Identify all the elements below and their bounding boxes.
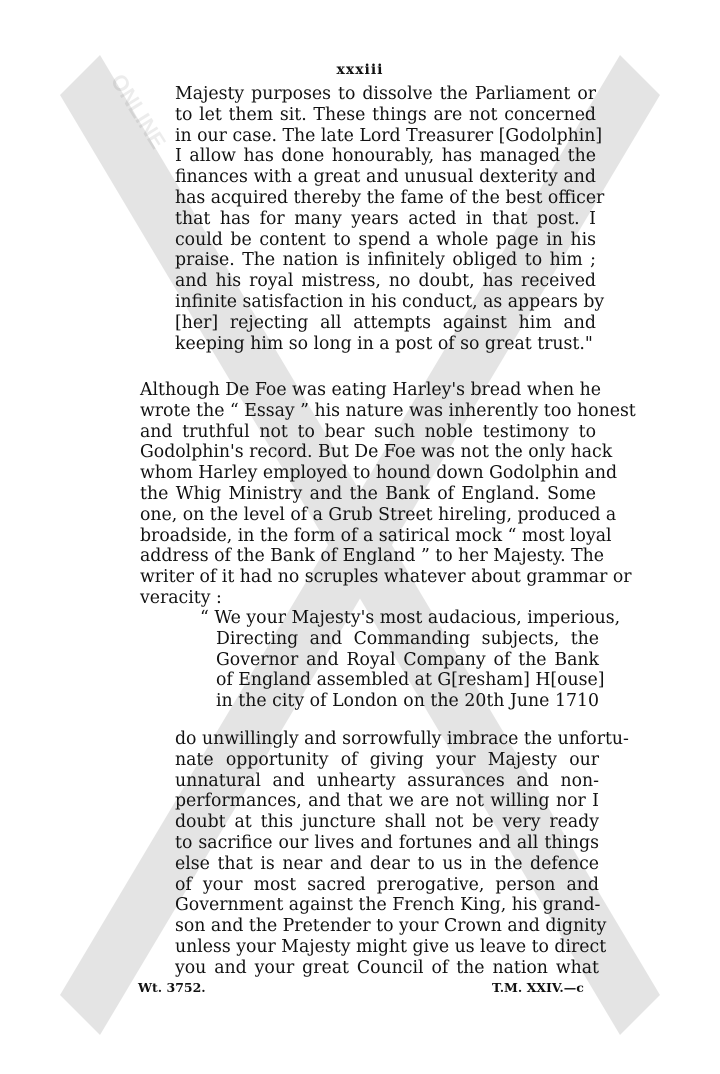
text-line: and his royal mistress, no doubt, has received — [175, 271, 596, 292]
footer-signature-mark: T.M. XXIV.—c — [492, 980, 584, 995]
text-line: finances with a great and unusual dexterity and — [175, 167, 596, 188]
quote-block-3 — [175, 729, 629, 979]
watermark-text: ONLINE — [105, 69, 172, 154]
text-line: writer of it had no scruples whatever about grammar or — [140, 567, 632, 588]
text-line: wrote the “ Essay ” his nature was inherently too honest — [140, 400, 636, 421]
text-line: Majesty purposes to dissolve the Parliament or — [175, 84, 596, 104]
text-line: to let them sit. These things are not concerned — [175, 104, 596, 125]
footer-printer-mark: Wt. 3752. — [138, 980, 206, 995]
text-line: of England assembled at G[resham] H[ouse] — [216, 670, 605, 691]
text-line: doubt at this juncture shall not be very ready — [175, 812, 599, 833]
text-line: “ We your Majesty's most audacious, imperious, — [200, 608, 621, 628]
text-line: broadside, in the form of a satirical mock “ most loyal — [140, 525, 612, 546]
text-line: do unwillingly and sorrowfully imbrace the unfortu- — [175, 729, 629, 749]
text-line: keeping him so long in a post of so great trust." — [175, 333, 593, 354]
text-line: one, on the level of a Grub Street hireling, produced a — [140, 504, 617, 525]
text-line: veracity : — [140, 587, 222, 608]
text-line: praise. The nation is infinitely obliged to him ; — [175, 250, 596, 271]
text-line: I allow has done honourably, has managed the — [175, 146, 596, 167]
text-line: the Whig Ministry and the Bank of England. Some — [140, 483, 596, 504]
text-line: unnatural and unhearty assurances and non- — [175, 770, 599, 791]
text-line: Government against the French King, his grand- — [175, 895, 601, 916]
text-line: Godolphin's record. But De Foe was not the only hack — [140, 442, 613, 463]
text-line: infinite satisfaction in his conduct, as appears by — [175, 291, 605, 312]
quote-block-2 — [200, 608, 621, 712]
text-line: to sacrifice our lives and fortunes and all things — [175, 832, 599, 853]
text-line: else that is near and dear to us in the defence — [175, 853, 599, 874]
text-line: you and your great Council of the nation what — [175, 957, 599, 978]
text-line: could be content to spend a whole page in his — [175, 229, 596, 250]
text-line: in the city of London on the 20th June 1710 — [216, 691, 599, 712]
text-line: that has for many years acted in that post. I — [175, 208, 596, 229]
text-line: performances, and that we are not willing nor I — [175, 791, 599, 812]
text-line: and truthful not to bear such noble testimony to — [140, 421, 596, 442]
body-paragraph — [140, 380, 636, 609]
text-line: address of the Bank of England ” to her Majesty. The — [140, 546, 604, 567]
text-line: of your most sacred prerogative, person and — [175, 874, 599, 895]
text-line: Governor and Royal Company of the Bank — [216, 649, 599, 670]
text-line: nate opportunity of giving your Majesty our — [175, 749, 599, 770]
text-line: Although De Foe was eating Harley's bread when he — [140, 380, 601, 400]
text-line: unless your Majesty might give us leave to direct — [175, 936, 607, 957]
text-line: Directing and Commanding subjects, the — [216, 628, 599, 649]
text-line: in our case. The late Lord Treasurer [Godolphin] — [175, 125, 603, 146]
text-line: whom Harley employed to hound down Godolphin and — [140, 463, 618, 484]
text-line: [her] rejecting all attempts against him and — [175, 312, 596, 333]
text-line: has acquired thereby the fame of the best officer — [175, 187, 605, 208]
text-line: son and the Pretender to your Crown and dignity — [175, 916, 607, 937]
quote-block-1 — [175, 84, 605, 354]
page-number: xxxiii — [336, 62, 384, 78]
